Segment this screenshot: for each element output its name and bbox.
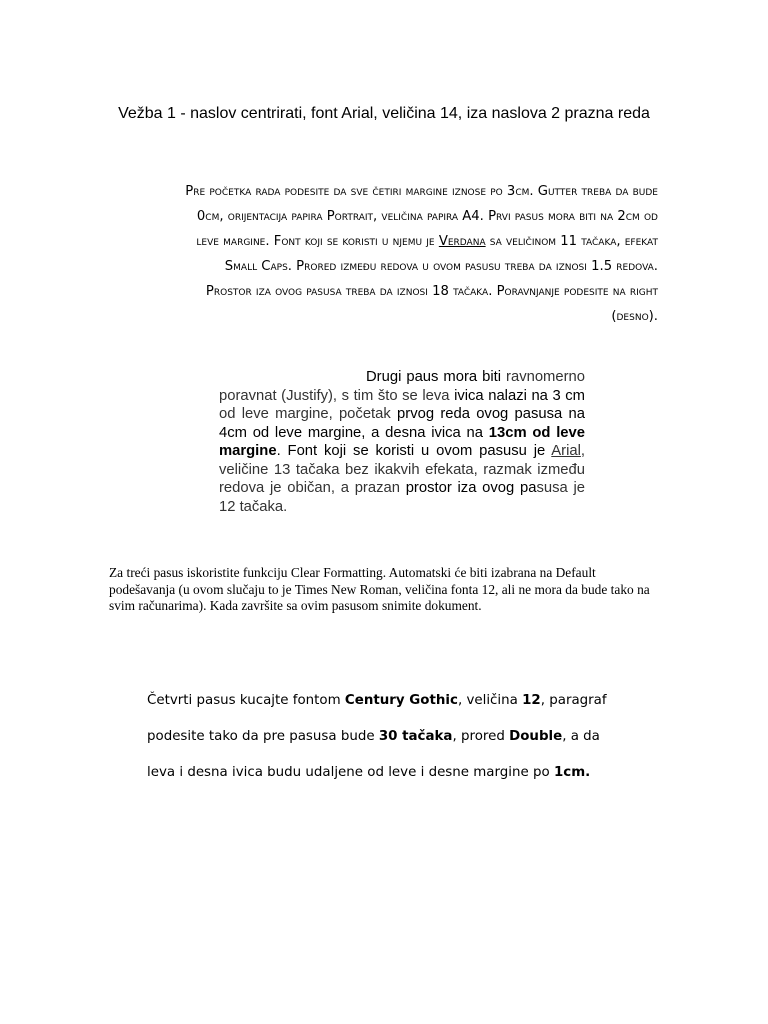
paragraph-2-arial: Arial xyxy=(551,443,581,459)
paragraph-1 xyxy=(175,179,658,329)
paragraph-3: Za treći pasus iskoristite funkciju Clear Formatting. Automatski će biti izabrana na Default podešavanja (u ovom slučaju to je Times New Roman, veličina fonta 12, ali ne mora da bude tako na svim računarima). Kada završite sa ovim pasusom snimite dokument. xyxy=(109,565,650,613)
paragraph-2-text-1: Drugi paus mora biti xyxy=(366,369,507,385)
paragraph-4 xyxy=(147,683,627,791)
paragraph-4-text-1: Četvrti pasus kucajte fontom xyxy=(147,693,345,708)
paragraph-4-bold-4: Double xyxy=(509,729,563,744)
paragraph-4-text-2: , veličina xyxy=(457,693,523,708)
paragraph-4-bold-2: 12 xyxy=(522,693,541,708)
paragraph-4-text-4: , prored xyxy=(452,729,510,744)
paragraph-1-text-b: sa veličinom 11 tačaka, efekat Small Caps. Prored između redova u ovom pasusu treba da iznosi 1.5 redova. Prostor iza ovog pasusa treba da iznosi 18 tačaka. Poravnjanje podesite na right (desno). xyxy=(205,234,658,324)
paragraph-4-text-5: , a da leva i desna ivica budu udaljene od leve i desne margine po xyxy=(147,729,600,780)
paragraph-2-text-7: , veličine 13 tačaka bez ikakvih efekata, razmak između redova je običan, a prazan xyxy=(219,443,585,496)
paragraph-4-bold-1: Century Gothic xyxy=(344,693,458,708)
document-title: Vežba 1 - naslov centrirati, font Arial, veličina 14, iza naslova 2 prazna reda xyxy=(118,105,650,122)
paragraph-2-text-8: prostor iza ovog pa xyxy=(405,480,537,496)
paragraph-4-bold-5: 1cm. xyxy=(553,765,591,780)
paragraph-2 xyxy=(219,368,585,516)
paragraph-4-bold-3: 30 tačaka xyxy=(378,729,453,744)
paragraph-1-text-a: Pre početka rada podesite da sve četiri margine iznose po 3cm. Gutter treba da bude 0cm, orijentacija papira Portrait, veličina papira A4. Prvi pasus mora biti na 2cm od leve margine. Font koji se koristi u njemu je xyxy=(185,184,658,249)
paragraph-1-verdana: Verdana xyxy=(438,234,486,249)
paragraph-2-text-9: susa je 12 tačaka. xyxy=(219,480,585,515)
paragraph-4-text-3: , paragraf podesite tako da pre pasusa bude xyxy=(147,693,607,744)
paragraph-2-bold-1: 13cm od leve margine xyxy=(219,424,585,459)
paragraph-2-text-2: ravnomerno poravnat (Justify), s tim što se leva xyxy=(219,369,585,404)
paragraph-2-text-6: . Font koji se koristi u ovom pasusu je xyxy=(276,443,552,459)
paragraph-2-text-3: ivica nalazi na 3 cm xyxy=(454,387,585,404)
paragraph-2-text-5: prvog reda ovog pasusa na 4cm od leve margine, a desna ivica na xyxy=(219,406,585,441)
paragraph-2-text-4: od leve margine, početak xyxy=(219,406,398,422)
